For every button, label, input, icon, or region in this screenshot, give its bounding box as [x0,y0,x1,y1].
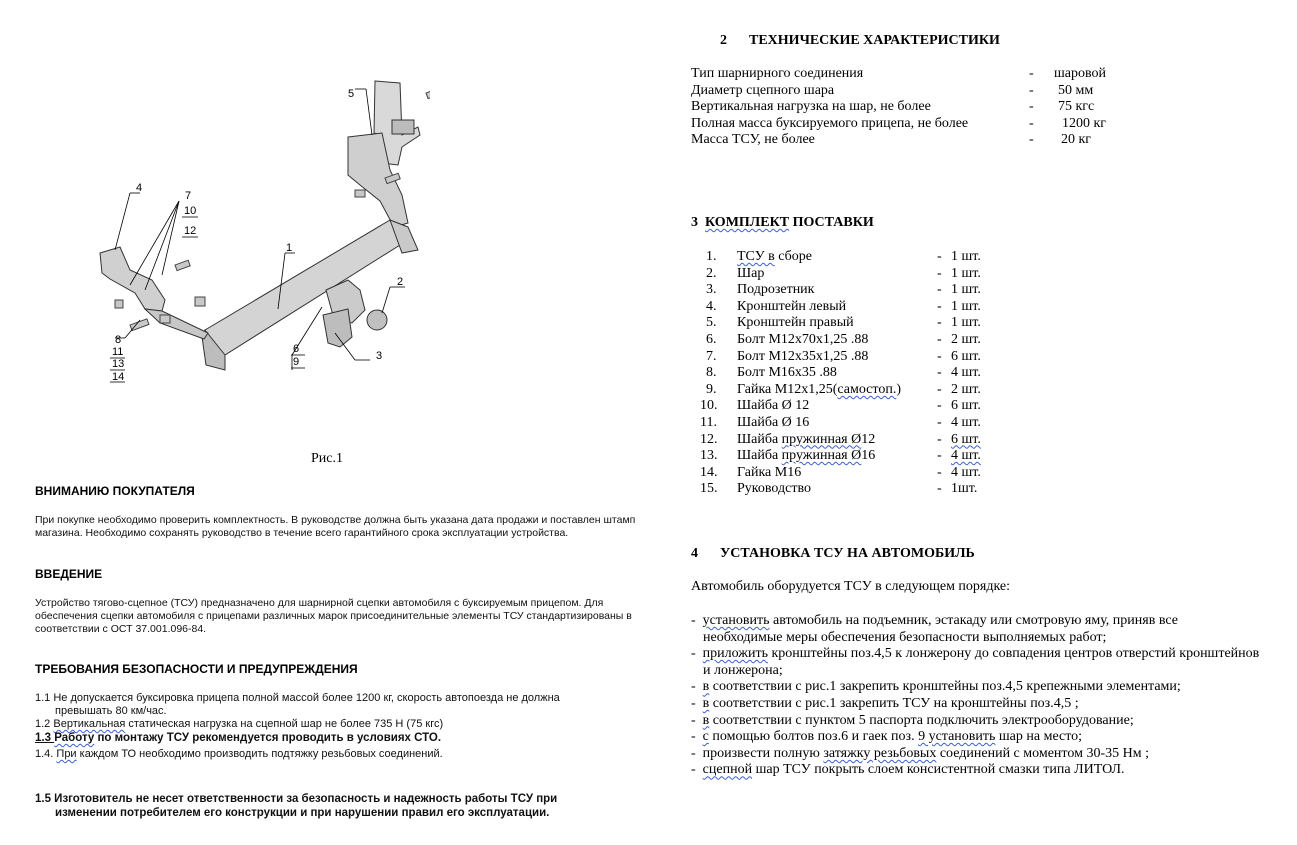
callout-13: 13 [112,358,125,370]
install-step: - в соответствии с рис.1 закрепить кронштейны поз.4,5 крепежными элементами; [691,679,1181,695]
kit-item-dash: - [937,365,942,381]
kit-item-dash: - [937,298,942,314]
install-step: - установить автомобиль на подъемник, эстакаду или смотровую яму, приняв все [691,613,1178,628]
kit-item-name: Руководство [737,481,811,497]
kit-item-name: Гайка М16 [737,464,802,480]
intro-line-3: соответствии с ОСТ 37.001.096-84. [35,623,207,635]
callout-7: 7 [185,190,192,202]
kit-item-qty: 1 шт. [951,298,981,314]
notice-text-2: магазина. Необходимо сохранять руководство в течение всего гарантийного срока эксплуатации устройства. [35,527,569,539]
kit-item-number: 7. [706,348,717,364]
install-step: - с помощью болтов поз.6 и гаек поз. 9 установить шар на место; [691,729,1083,745]
towbar-assembly-drawing [90,75,430,395]
kit-item-qty: 4 шт. [951,448,981,464]
kit-item-number: 10. [700,398,718,414]
tech-dash: - [1029,99,1034,115]
tech-dash: - [1029,115,1034,131]
kit-item-number: 4. [706,298,717,314]
kit-item-name: Шайба Ø 12 [737,398,810,414]
tech-row: Диаметр сцепного шара [691,82,835,98]
kit-item-dash: - [937,481,942,497]
tech-value: 50 мм [1058,82,1094,98]
safety-title: ТРЕБОВАНИЯ БЕЗОПАСНОСТИ И ПРЕДУПРЕЖДЕНИЯ [35,662,358,676]
install-step: - сцепной шар ТСУ покрыть слоем консистентной смазки типа ЛИТОЛ. [691,762,1125,778]
install-heading: 4 УСТАНОВКА ТСУ НА АВТОМОБИЛЬ [691,546,975,561]
kit-item-qty: 1 шт. [951,315,981,331]
left-bracket-4 [100,247,165,311]
kit-item-qty: 2 шт. [951,381,981,397]
tech-row: Тип шарнирного соединения [691,66,864,81]
kit-item-qty: 6 шт. [951,348,981,364]
safety-item-1b: превышать 80 км/час. [55,705,167,717]
tech-value: 1200 кг [1062,115,1107,131]
kit-item-name: Шайба пружинная Ø16 [737,448,876,464]
kit-item-name: Шайба Ø 16 [737,415,810,430]
notice-title: ВНИМАНИЮ ПОКУПАТЕЛЯ [35,484,195,498]
tech-value: 20 кг [1061,132,1092,148]
kit-item-qty: 6 шт. [951,398,981,414]
tech-dash: - [1029,132,1034,148]
kit-item-name: Болт М12х35х1,25 .88 [737,348,869,364]
safety-item-5b: изменении потребителем его конструкции и при нарушении правил его эксплуатации. [55,807,550,819]
kit-item-name: Болт М16х35 .88 [737,365,837,381]
kit-item-qty: 4 шт. [951,464,981,480]
kit-item-dash: - [937,448,942,464]
callout-5: 5 [348,88,355,100]
kit-item-qty: 4 шт. [951,415,981,430]
kit-item-number: 15. [700,481,718,497]
tech-dash: - [1029,66,1034,81]
kit-item-name: Кронштейн левый [737,298,847,314]
kit-item-qty: 2 шт. [951,332,981,347]
kit-item-qty: 1 шт. [951,265,981,281]
kit-item-number: 12. [700,431,718,447]
kit-item-qty: 1шт. [951,481,978,497]
kit-item-dash: - [937,464,942,480]
kit-item-name: Подрозетник [737,282,815,298]
callout-1: 1 [286,242,293,254]
callout-10: 10 [184,205,197,217]
intro-title: ВВЕДЕНИЕ [35,567,103,581]
kit-item-number: 3. [706,282,717,298]
callout-14: 14 [112,371,125,383]
tech-value: 75 кгс [1058,99,1095,115]
kit-item-qty: 1 шт. [951,249,981,264]
callout-9: 9 [293,356,300,368]
install-step-cont: необходимые меры обеспечения безопасности выполняемых работ; [703,629,1107,645]
kit-item-name: Шайба пружинная Ø12 [737,431,876,447]
kit-item-name: Шар [737,265,765,281]
kit-item-dash: - [937,249,942,264]
install-step: - приложить кронштейны поз.4,5 к лонжерону до совпадения центров отверстий кронштейнов [691,646,1260,662]
kit-item-number: 6. [706,332,717,347]
kit-item-number: 2. [706,265,717,281]
tech-heading: 2 ТЕХНИЧЕСКИЕ ХАРАКТЕРИСТИКИ [720,33,1000,48]
tow-ball [367,310,387,330]
kit-item-dash: - [937,282,942,298]
safety-item-1a: 1.1 Не допускается буксировка прицепа полной массой более 1200 кг, скорость автопоезда не должна [35,692,560,704]
tech-row: Полная масса буксируемого прицепа, не более [691,115,969,131]
kit-item-dash: - [937,332,942,347]
callout-8: 8 [115,334,122,346]
kit-item-number: 5. [706,315,717,331]
callout-2: 2 [397,276,404,288]
notice-text-1: При покупке необходимо проверить комплектность. В руководстве должна быть указана дата продажи и поставлен штамп [35,514,636,526]
kit-item-number: 11. [700,415,717,430]
install-step: - произвести полную затяжку резьбовых соединений с моментом 30-35 Нм ; [691,745,1149,761]
safety-item-2: 1.2 Вертикальная статическая нагрузка на сцепной шар не более 735 Н (75 кгс) [35,718,444,730]
install-step: - в соответствии с рис.1 закрепить ТСУ на кронштейны поз.4,5 ; [691,696,1079,711]
kit-item-number: 8. [706,365,717,381]
kit-item-qty: 4 шт. [951,365,981,381]
install-step-cont: и лонжерона; [703,662,783,678]
kit-item-number: 14. [700,464,718,480]
kit-item-number: 9. [706,381,717,397]
kit-item-number: 13. [700,448,718,464]
tech-dash: - [1029,82,1034,98]
intro-line-2: обеспечения сцепки автомобиля с прицепами различных марок присоединительные элементы ТСУ стандартизированы в [35,610,632,622]
kit-item-dash: - [937,431,942,447]
kit-item-dash: - [937,398,942,414]
tech-table [691,66,1131,152]
callout-11: 11 [112,346,124,358]
kit-item-name: ТСУ в сборе [737,249,812,264]
callout-4: 4 [136,182,143,194]
kit-heading: 3 КОМПЛЕКТ ПОСТАВКИ [691,215,874,230]
callout-12: 12 [184,225,197,237]
kit-item-dash: - [937,348,942,364]
tech-row: Масса ТСУ, не более [691,132,815,148]
tech-value: шаровой [1054,66,1107,81]
kit-item-qty: 1 шт. [951,282,981,298]
main-beam-1 [205,220,408,357]
install-step: - в соответствии с пунктом 5 паспорта подключить электрооборудование; [691,712,1134,728]
safety-item-3: 1.3 Работу по монтажу ТСУ рекомендуется проводить в условиях СТО. [35,732,442,744]
safety-item-4: 1.4. При каждом ТО необходимо производить подтяжку резьбовых соединений. [35,748,443,760]
kit-item-qty: 6 шт. [951,431,981,447]
kit-list [700,249,1000,499]
socket-plate-3 [323,309,352,347]
kit-item-dash: - [937,415,942,430]
kit-item-dash: - [937,265,942,281]
callout-3: 3 [376,350,383,362]
kit-item-dash: - [937,381,942,397]
kit-item-name: Кронштейн правый [737,315,854,331]
figure-caption: Рис.1 [311,451,343,466]
intro-line-1: Устройство тягово-сцепное (ТСУ) предназначено для шарнирной сцепки автомобиля с буксируемым прицепом. Для [35,597,604,609]
callout-6: 6 [293,343,300,355]
kit-item-name: Болт М12х70х1,25 .88 [737,332,869,347]
install-intro: Автомобиль оборудуется ТСУ в следующем порядке: [691,579,1011,594]
kit-item-dash: - [937,315,942,331]
figure [90,75,430,395]
tech-row: Вертикальная нагрузка на шар, не более [691,99,931,115]
safety-item-5a: 1.5 Изготовитель не несет ответственности за безопасность и надежность работы ТСУ при [35,793,558,805]
kit-item-number: 1. [706,249,717,264]
kit-item-name: Гайка М12х1,25(самостоп.) [737,381,901,397]
